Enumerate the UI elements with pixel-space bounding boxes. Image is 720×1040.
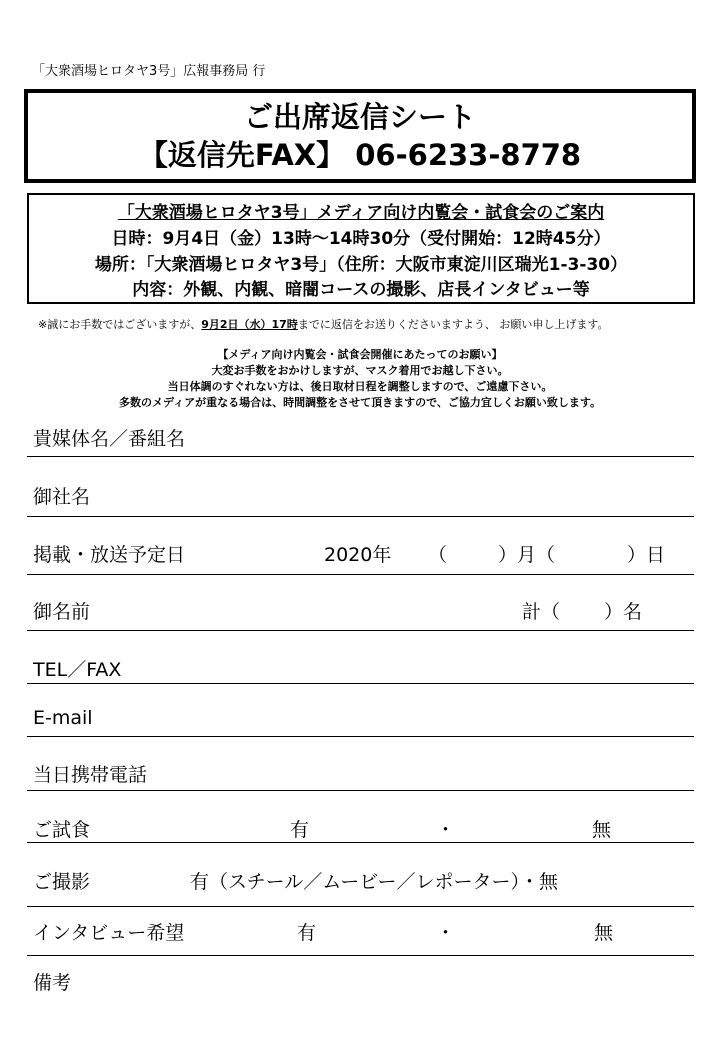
interview-separator: ・ [436,922,456,944]
title-box [24,89,696,183]
schedule-field[interactable] [27,574,694,575]
note-suffix: までに返信をお送りくださいますよう、 お願い申し上げます。 [297,318,609,331]
event-place: 場所：「大衆酒場ヒロタヤ3号」（住所：大阪市東淀川区瑞光1-3-30） [94,255,628,275]
name-field[interactable] [27,630,694,631]
remarks-label: 備考 [33,972,72,994]
name-label: 御名前 [33,601,91,623]
request-line-health: 当日体調のすぐれない方は、後日取材日程を調整しますので、ご遠慮下さい。 [167,380,553,393]
event-name: 「大衆酒場ヒロタヤ3号」メディア向け内覧会・試食会のご案内 [117,203,605,223]
interview-row-line [27,955,694,956]
reply-fax-number: 【返信先FAX】 06-6233-8778 [138,138,582,172]
deadline-note [38,316,608,332]
event-content: 内容：外観、内観、暗闇コースの撮影、店長インタビュー等 [132,280,590,300]
photo-options[interactable]: 有（スチール／ムービー／レポーター）・無 [190,871,559,893]
count-suffix: ）名 [604,601,643,623]
media-name-label: 貴媒体名／番組名 [33,428,186,450]
mobile-field[interactable] [27,790,694,791]
schedule-month: ）月（ [498,544,556,566]
company-label: 御社名 [33,486,91,508]
media-name-field[interactable] [27,456,694,457]
interview-label: インタビュー希望 [33,922,185,944]
schedule-day: ）日 [627,544,666,566]
event-info-box [27,193,695,304]
tasting-separator: ・ [436,819,456,841]
tasting-label: ご試食 [33,819,91,841]
schedule-month-open: （ [428,544,448,566]
request-heading: 【メディア向け内覧会・試食会開催にあたってのお願い】 [217,348,503,361]
email-field[interactable] [27,736,694,737]
addressee: 「大衆酒場ヒロタヤ3号」広報事務局 行 [32,64,266,79]
photo-row-line [27,906,694,907]
request-line-schedule: 多数のメディアが重なる場合は、時間調整をさせて頂きますので、ご協力宜しくお願い致します。 [118,396,602,409]
interview-yes[interactable]: 有 [297,922,317,944]
request-line-mask: 大変お手数をおかけしますが、マスク着用でお越し下さい。 [211,364,509,377]
mobile-label: 当日携帯電話 [33,764,148,786]
event-date: 日時：9月4日（金）13時～14時30分（受付開始：12時45分） [111,229,611,249]
schedule-label: 掲載・放送予定日 [33,544,186,566]
schedule-year: 2020年 [324,544,392,566]
telfax-label: TEL／FAX [33,659,122,681]
company-field[interactable] [27,516,694,517]
tasting-yes[interactable]: 有 [290,819,310,841]
interview-no[interactable]: 無 [594,922,614,944]
count-prefix: 計（ [522,601,561,623]
photo-label: ご撮影 [33,871,91,893]
tasting-no[interactable]: 無 [592,819,612,841]
note-prefix: ※誠にお手数ではございますが、 [38,318,202,331]
note-deadline: 9月2日（水）17時 [201,318,298,331]
tasting-row-line [27,842,694,843]
email-label: E-mail [33,707,93,729]
sheet-title: ご出席返信シート [243,100,476,134]
telfax-field[interactable] [27,683,694,684]
